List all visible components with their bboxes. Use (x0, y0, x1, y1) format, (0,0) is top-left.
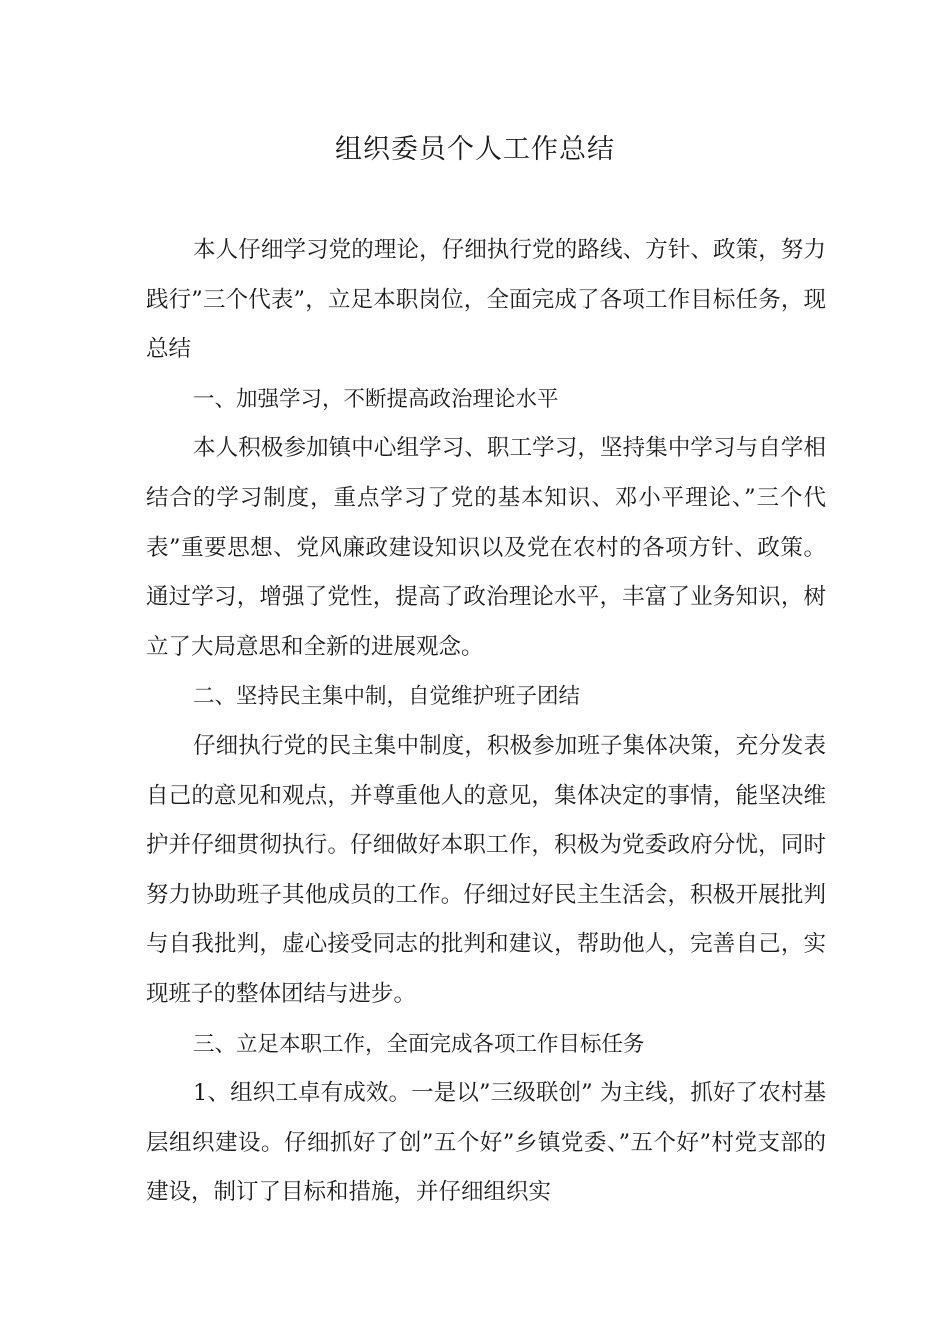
section-1-paragraph: 本人积极参加镇中心组学习、职工学习，坚持集中学习与自学相结合的学习制度，重点学习了党的基本知识、邓小平理论、”三个代表”重要思想、党风廉政建设知识以及党在农村的各项方针、政策。通过学习，增强了党性，提高了政治理论水平，丰富了业务知识，树立了大局意思和全新的进展观念。 (146, 435, 826, 660)
section-3-heading: 三、立足本职工作，全面完成各项工作目标任务 (193, 1031, 645, 1057)
section-2-heading: 二、坚持民主集中制，自觉维护班子团结 (193, 684, 581, 710)
intro-paragraph: 本人仔细学习党的理论，仔细执行党的路线、方针、政策，努力践行”三个代表”，立足本职岗位，全面完成了各项工作目标任务，现总结 (146, 237, 826, 363)
section-2-paragraph: 仔细执行党的民主集中制度，积极参加班子集体决策，充分发表自己的意见和观点，并尊重他人的意见，集体决定的事情，能坚决维护并仔细贯彻执行。仔细做好本职工作，积极为党委政府分忧，同时努力协助班子其他成员的工作。仔细过好民主生活会，积极开展批判与自我批判，虚心接受同志的批判和建议，帮助他人，完善自己，实现班子的整体团结与进步。 (146, 732, 826, 1007)
document-body (146, 226, 826, 1218)
section-1-heading: 一、加强学习，不断提高政治理论水平 (193, 386, 559, 412)
document-title: 组织委员个人工作总结 (335, 134, 615, 165)
section-3-item-1: 1、组织工卓有成效。一是以”三级联创” 为主线，抓好了农村基层组织建设。仔细抓好了创”五个好”乡镇党委、”五个好”村党支部的建设，制订了目标和措施，并仔细组织实 (146, 1080, 826, 1206)
